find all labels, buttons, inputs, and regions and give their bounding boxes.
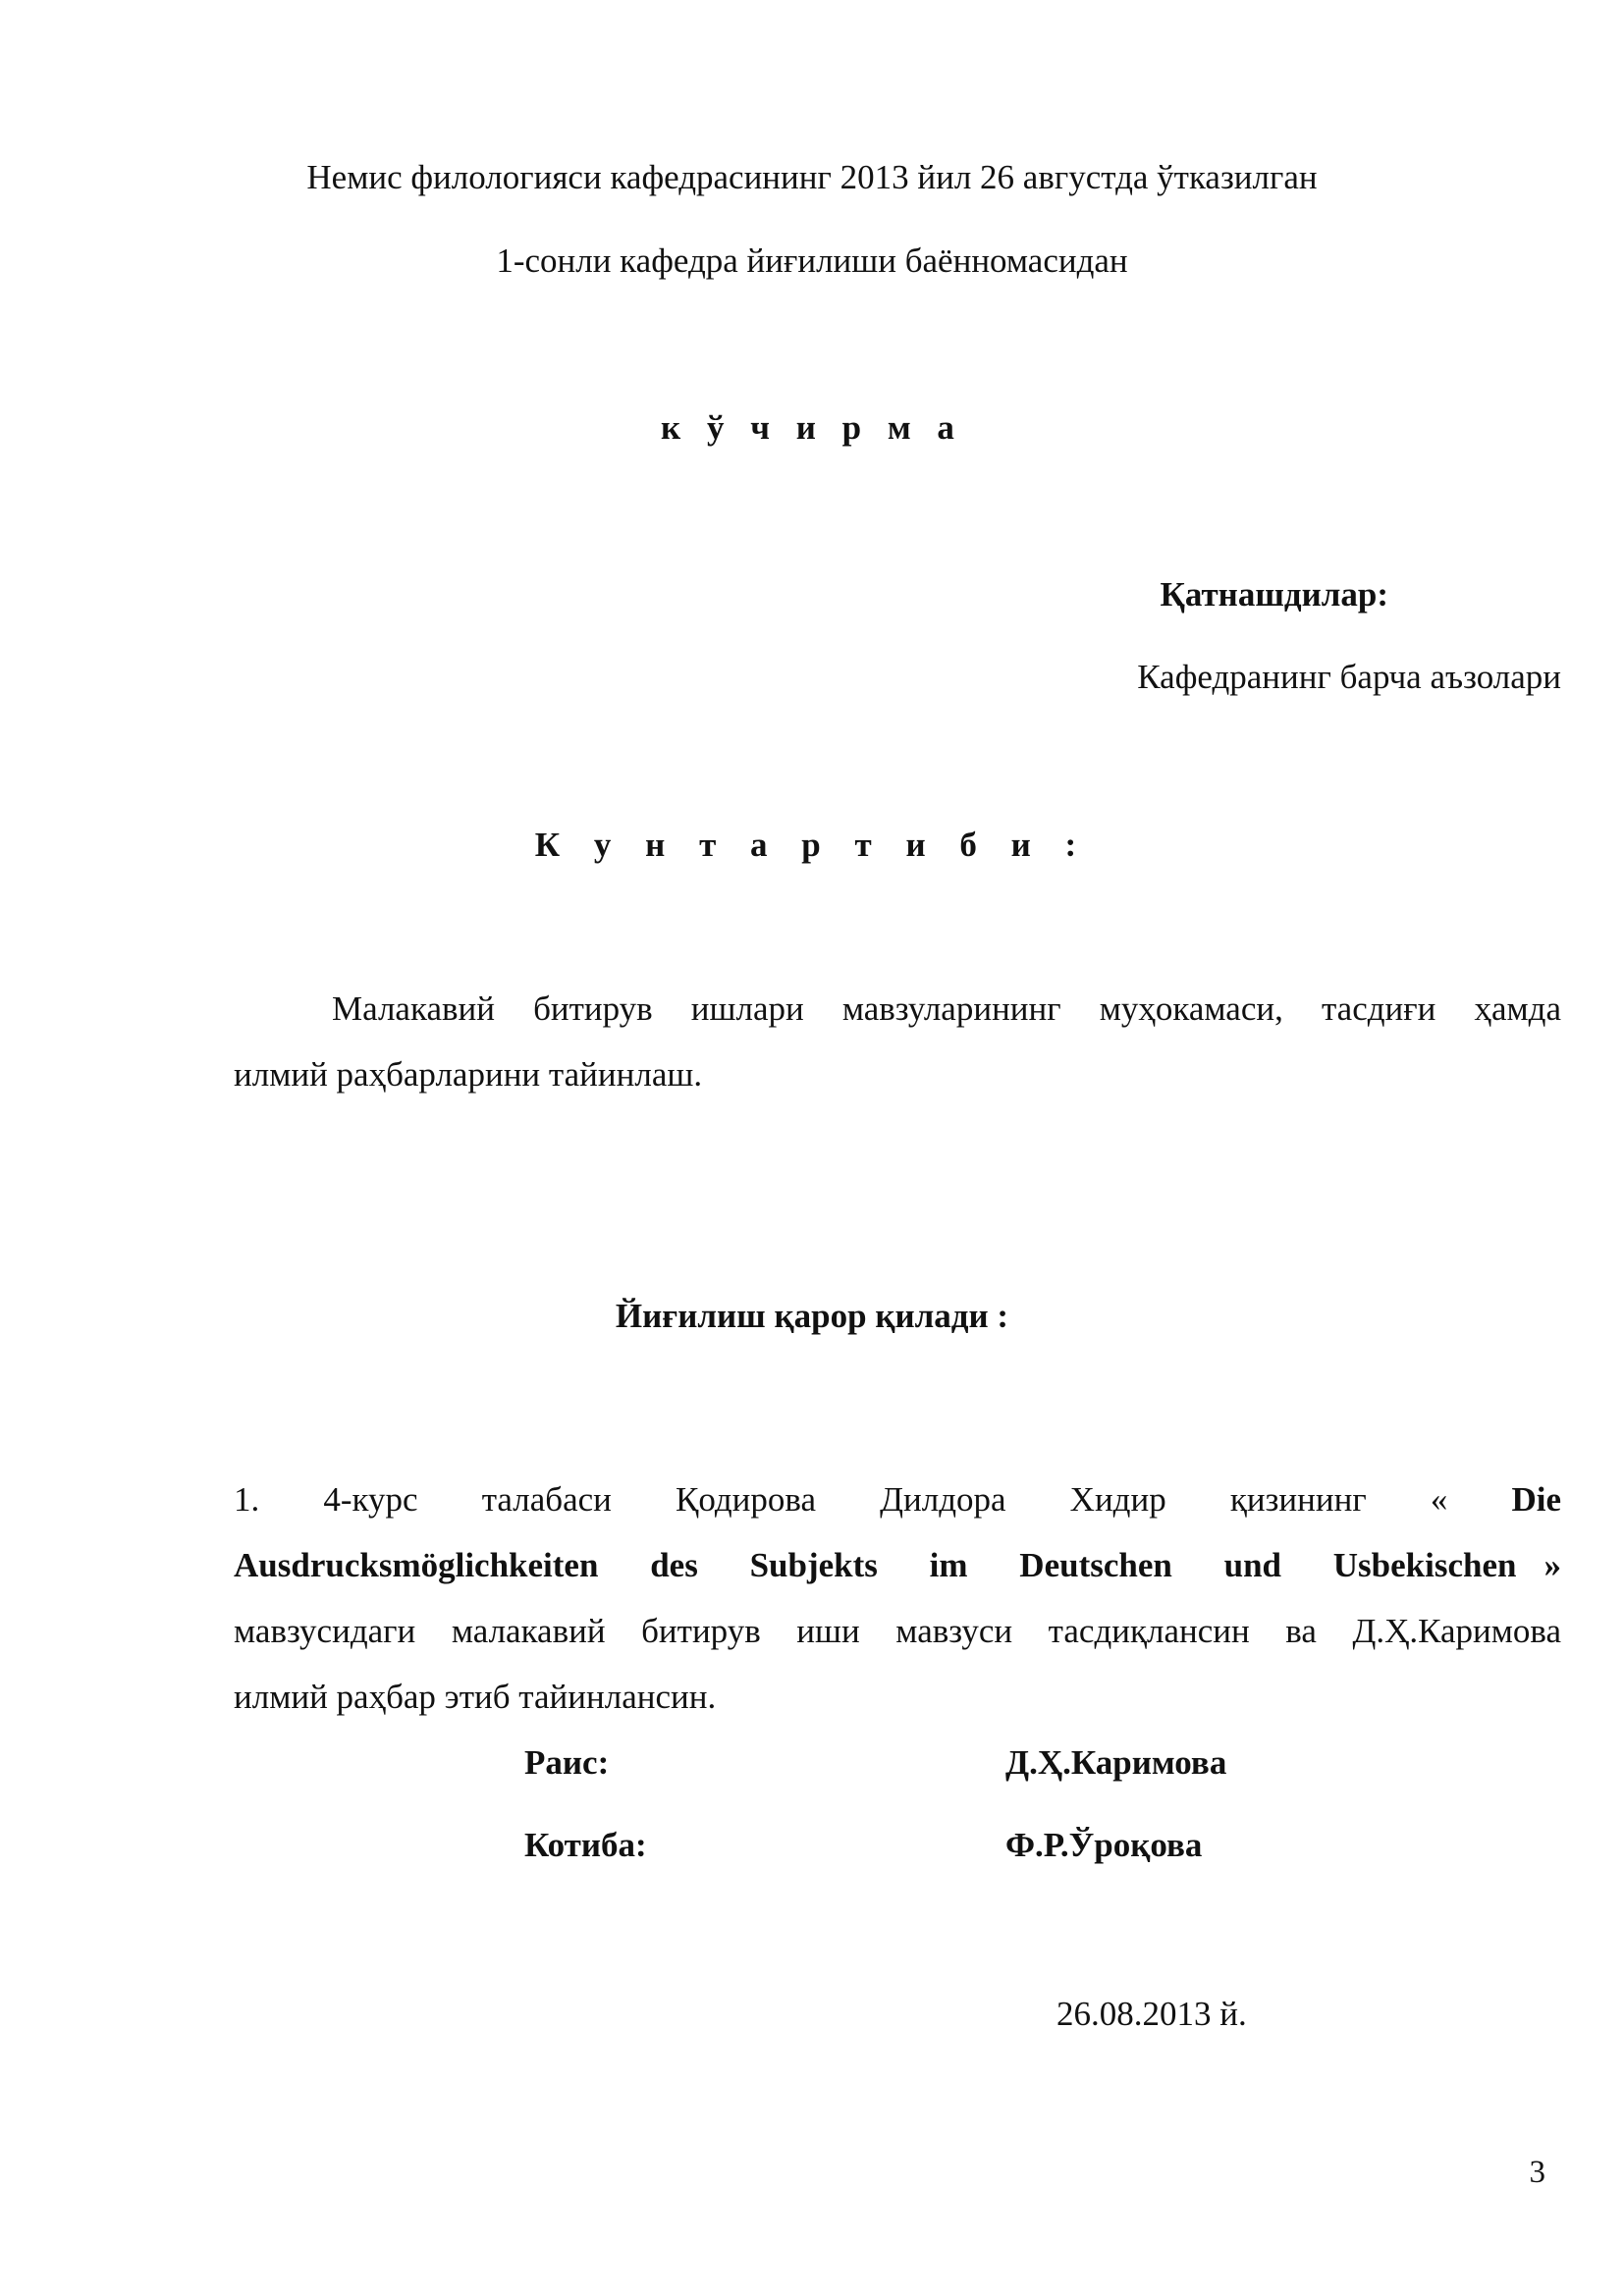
item-word: Қодирова (676, 1480, 816, 1519)
participants-heading: Қатнашдилар: (1160, 575, 1388, 614)
item-quote-open: « (1430, 1480, 1448, 1519)
item-word: Die (1511, 1480, 1561, 1519)
header-line-2: 1-сонли кафедра йиғилиши баённомасидан (496, 241, 1128, 280)
decision-line-3: мавзусидаги малакавий битирув иши мавзуси тасдиқлансин ва Д.Ҳ.Каримова (234, 1612, 1561, 1650)
page-number: 3 (1529, 2155, 1545, 2190)
item-number: 1. (234, 1480, 260, 1519)
agenda-text (234, 976, 1561, 1107)
decision-heading: Йиғилиш қарор қилади : (615, 1297, 1009, 1335)
decision-line-4: илмий раҳбар этиб тайинлансин. (234, 1678, 717, 1716)
thesis-title-line: Ausdrucksmöglichkeiten des Subjekts im Deutschen und Usbekischen (234, 1546, 1517, 1584)
item-quote-close: » (1543, 1546, 1561, 1584)
document-title: к ў ч и р м а (661, 408, 963, 447)
item-word: Дилдора (880, 1480, 1006, 1519)
participants-value: Кафедранинг барча аъзолари (1137, 658, 1561, 696)
agenda-line-2: илмий раҳбарларини тайинлаш. (234, 1055, 703, 1094)
header-line-1: Немис филологияси кафедрасининг 2013 йил 26 августда ўтказилган (306, 158, 1318, 196)
decision-line-1 (234, 1467, 1561, 1532)
secretary-label: Котиба: (524, 1826, 647, 1864)
decision-line-2 (234, 1532, 1561, 1598)
secretary-name: Ф.Р.Ўроқова (1005, 1826, 1203, 1864)
item-word: қизининг (1229, 1480, 1367, 1519)
decision-item-1 (234, 1467, 1561, 1730)
item-word: 4-курс (323, 1480, 418, 1519)
agenda-heading: К у н т а р т и б и : (534, 826, 1090, 864)
item-word: Хидир (1069, 1480, 1166, 1519)
agenda-line-1: Малакавий битирув ишлари мавзуларининг муҳокамаси, тасдиғи ҳамда (332, 989, 1561, 1028)
document-date: 26.08.2013 й. (1056, 1995, 1247, 2033)
chairman-label: Раис: (524, 1743, 610, 1782)
item-word: талабаси (481, 1480, 612, 1519)
chairman-name: Д.Ҳ.Каримова (1005, 1743, 1227, 1782)
